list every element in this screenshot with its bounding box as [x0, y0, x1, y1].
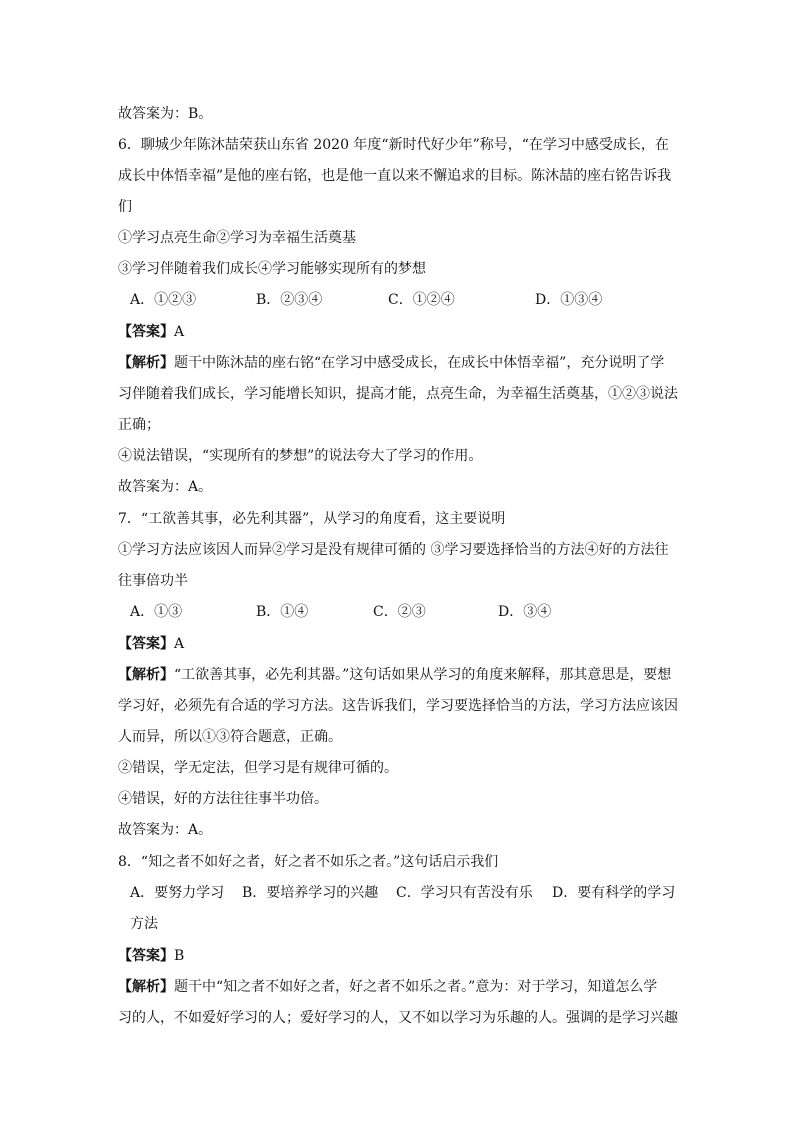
- question-8-options: [130, 883, 690, 903]
- question-7-analysis-line-2: 学习好，必须先有合适的学习方法。这告诉我们，学习要选择恰当的方法，学习方法应该因: [118, 698, 678, 714]
- question-7-analysis-line-3: 人而异，所以①③符合题意，正确。: [118, 729, 342, 745]
- question-6-stem-line-2: 成长中体悟幸福”是他的座右铭，也是他一直以来不懈追求的目标。陈沐喆的座右铭告诉我: [118, 168, 672, 184]
- question-7-analysis-line-5: ④错误，好的方法往往事半功倍。: [118, 791, 328, 807]
- question-8-option-d-continued: 方法: [130, 916, 158, 932]
- analysis-marker: 【解析】: [118, 979, 174, 995]
- question-7-analysis-line-1: [118, 665, 678, 685]
- question-8-option-c: C．学习只有苦没有乐: [396, 885, 533, 901]
- question-6-option-d: D．①③④: [535, 292, 603, 308]
- analysis-marker: 【解析】: [118, 355, 174, 371]
- answer-summary-q7: 故答案为：A。: [118, 822, 213, 838]
- question-7-option-b: B．①④: [256, 604, 309, 620]
- question-6-option-a: A．①②③: [130, 292, 197, 308]
- question-7-options: [130, 602, 690, 622]
- question-6-stem-line-3: 们: [118, 199, 132, 215]
- answer-value: B: [174, 948, 185, 964]
- question-7-statements-line-1: ①学习方法应该因人而异②学习是没有规律可循的 ③学习要选择恰当的方法④好的方法往: [118, 542, 669, 558]
- question-6-analysis-line-2: 习伴随着我们成长，学习能增长知识，提高才能，点亮生命，为幸福生活奠基，①②③说法: [118, 386, 678, 402]
- question-6-answer: [118, 322, 678, 342]
- question-7-option-d: D．③④: [498, 604, 552, 620]
- question-8-analysis-line-2: 习的人，不如爱好学习的人；爱好学习的人，又不如以学习为乐趣的人。强调的是学习兴趣: [118, 1010, 678, 1026]
- question-6-analysis-line-4: ④说法错误，“实现所有的梦想”的说法夸大了学习的作用。: [118, 448, 483, 464]
- analysis-text: 题干中陈沐喆的座右铭“在学习中感受成长，在成长中体悟幸福”，充分说明了学: [174, 355, 665, 371]
- question-8-option-b: B．要培养学习的兴趣: [242, 885, 379, 901]
- question-7-statements-line-2: 往事倍功半: [118, 573, 188, 589]
- answer-summary-q5: 故答案为：B。: [118, 106, 213, 122]
- question-6-option-b: B．②③④: [256, 292, 323, 308]
- question-8-option-a: A．要努力学习: [130, 885, 225, 901]
- question-8-option-d: D．要有科学的学习: [552, 885, 676, 901]
- answer-marker: 【答案】: [118, 948, 174, 964]
- question-7-option-c: C．②③: [373, 604, 426, 620]
- question-7-answer: [118, 634, 678, 654]
- question-6-options: [130, 290, 690, 310]
- answer-marker: 【答案】: [118, 324, 174, 340]
- question-6-analysis-line-3: 正确；: [118, 417, 160, 433]
- question-6-statements-line-1: ①学习点亮生命②学习为幸福生活奠基: [118, 230, 356, 246]
- question-6-option-c: C．①②④: [388, 292, 455, 308]
- question-8-stem-line-1: 8．“知之者不如好之者，好之者不如乐之者。”这句话启示我们: [118, 854, 499, 870]
- analysis-text: 题干中“知之者不如好之者，好之者不如乐之者。”意为：对于学习，知道怎么学: [174, 979, 658, 995]
- question-7-analysis-line-4: ②错误，学无定法，但学习是有规律可循的。: [118, 760, 398, 776]
- question-8-analysis-line-1: [118, 977, 678, 997]
- question-6-analysis-line-1: [118, 353, 678, 373]
- question-7-stem-line-1: 7．“工欲善其事，必先利其器”，从学习的角度看，这主要说明: [118, 511, 506, 527]
- analysis-marker: 【解析】: [118, 667, 174, 683]
- question-6-stem-line-1: 6．聊城少年陈沐喆荣获山东省 2020 年度“新时代好少年”称号，“在学习中感受成长，在: [118, 137, 669, 153]
- question-8-answer: [118, 946, 678, 966]
- answer-value: A: [174, 324, 185, 340]
- question-7-option-a: A．①③: [130, 604, 183, 620]
- analysis-text: “工欲善其事，必先利其器。”这句话如果从学习的角度来解释，那其意思是，要想: [174, 667, 672, 683]
- question-6-statements-line-2: ③学习伴随着我们成长④学习能够实现所有的梦想: [118, 261, 426, 277]
- answer-value: A: [174, 636, 185, 652]
- answer-marker: 【答案】: [118, 636, 174, 652]
- answer-summary-q6: 故答案为：A。: [118, 479, 213, 495]
